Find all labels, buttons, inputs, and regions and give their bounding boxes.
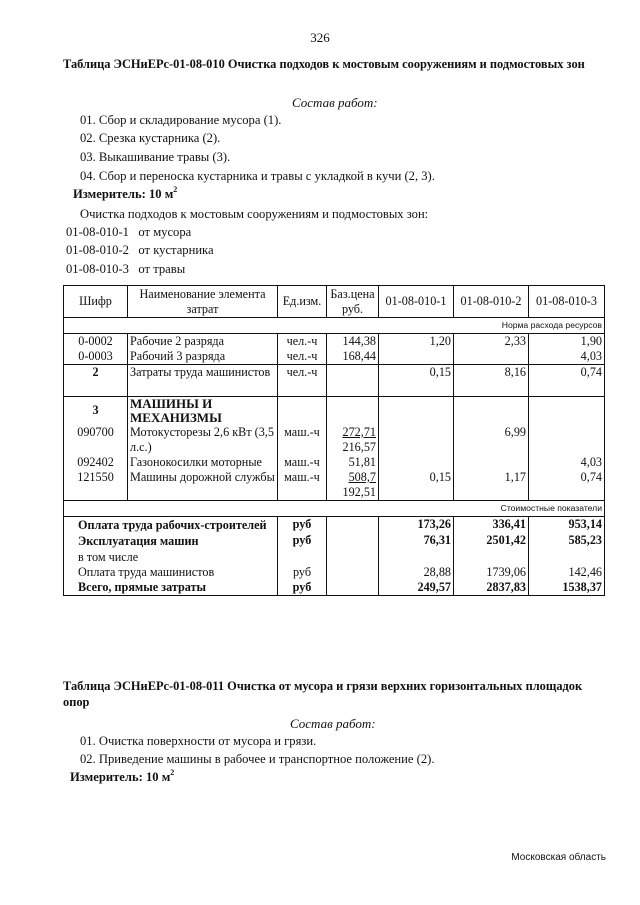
- cost-row: [64, 580, 605, 596]
- table1-title: Таблица ЭСНиЕРс-01-08-010 Очистка подходов к мостовым сооружениям и подмостовых зон: [63, 57, 585, 71]
- cell-name: Затраты труда машинистов: [128, 365, 278, 397]
- cell-v2: 6,99: [454, 425, 529, 455]
- cell-name: Газонокосилки моторные: [128, 455, 278, 470]
- cell-v3: 1,90: [529, 334, 605, 350]
- footer-region: Московская область: [511, 852, 606, 863]
- table2-work-1: 01. Очистка поверхности от мусора и грязи.: [80, 734, 317, 748]
- table2-work-2: 02. Приведение машины в рабочее и транспортное положение (2).: [80, 752, 435, 766]
- cell-v1: 0,15: [379, 365, 454, 397]
- cost-name: Эксплуатация машин в том числе: [64, 533, 278, 565]
- cell-unit: маш.-ч: [278, 455, 327, 470]
- cost-v3: 585,23: [529, 533, 605, 565]
- section-cost-row: [64, 501, 605, 517]
- code-row-1: 01-08-010-1 от мусора: [66, 225, 192, 239]
- cell-unit: маш.-ч: [278, 425, 327, 455]
- cost-v2: 2837,83: [454, 580, 529, 596]
- code-row-3: 01-08-010-3 от травы: [66, 262, 186, 276]
- cell-v1: [379, 425, 454, 455]
- cost-v3: 1538,37: [529, 580, 605, 596]
- table1-work-1: 01. Сбор и складирование мусора (1).: [80, 113, 282, 127]
- cell-v2: [454, 455, 529, 470]
- cell-unit: чел.-ч: [278, 349, 327, 365]
- cost-unit: руб: [278, 517, 327, 534]
- cost-v1: 249,57: [379, 580, 454, 596]
- header-unit: Ед.изм.: [278, 286, 327, 318]
- cell-price: 508,7 192,51: [327, 470, 379, 501]
- cost-unit: руб: [278, 580, 327, 596]
- header-col2: 01-08-010-2: [454, 286, 529, 318]
- table-row: [64, 470, 605, 501]
- section-norm-row: [64, 318, 605, 334]
- cell-cipher: 0-0003: [64, 349, 128, 365]
- table-row: [64, 365, 605, 397]
- cell-v3: [529, 425, 605, 455]
- cell-name: Машины дорожной службы: [128, 470, 278, 501]
- cell-cipher: 121550: [64, 470, 128, 501]
- header-cipher: Шифр: [64, 286, 128, 318]
- cell-price: 168,44: [327, 349, 379, 365]
- cost-row: [64, 533, 605, 565]
- cell-name: МАШИНЫ И МЕХАНИЗМЫ: [128, 397, 278, 426]
- cost-v2: 336,41: [454, 517, 529, 534]
- cost-v1: 173,26: [379, 517, 454, 534]
- cell-v2: [454, 349, 529, 365]
- cost-v2: 1739,06: [454, 565, 529, 580]
- cell-v2: 8,16: [454, 365, 529, 397]
- header-base-price: Баз.цена руб.: [327, 286, 379, 318]
- cell-v1: [379, 349, 454, 365]
- header-name: Наименование элемента затрат: [128, 286, 278, 318]
- table1-composition-heading: Состав работ:: [292, 95, 378, 110]
- cost-name: Всего, прямые затраты: [64, 580, 278, 596]
- table-row: [64, 455, 605, 470]
- cell-v3: 4,03: [529, 455, 605, 470]
- table-row: [64, 397, 605, 426]
- cost-v1: 76,31: [379, 533, 454, 565]
- cell-v3: 0,74: [529, 470, 605, 501]
- cell-v1: 1,20: [379, 334, 454, 350]
- table1-meter: Измеритель: 10 $м^2$: [73, 185, 178, 201]
- cell-price: 144,38: [327, 334, 379, 350]
- cost-unit: руб: [278, 565, 327, 580]
- cell-cipher: 2: [64, 365, 128, 397]
- section-norm-label: Норма расхода ресурсов: [64, 318, 605, 334]
- cost-name: Оплата труда рабочих-строителей: [64, 517, 278, 534]
- cell-price: [327, 365, 379, 397]
- cell-v2: 1,17: [454, 470, 529, 501]
- table-row: [64, 425, 605, 455]
- cost-unit: руб: [278, 533, 327, 565]
- cost-v3: 142,46: [529, 565, 605, 580]
- resource-table: [63, 285, 605, 596]
- code-row-2: 01-08-010-2 от кустарника: [66, 243, 214, 257]
- cell-price: 272,71 216,57: [327, 425, 379, 455]
- cell-v3: 0,74: [529, 365, 605, 397]
- cell-v1: 0,15: [379, 470, 454, 501]
- cell-unit: маш.-ч: [278, 470, 327, 501]
- cell-unit: чел.-ч: [278, 334, 327, 350]
- cell-cipher: 090700: [64, 425, 128, 455]
- table2-meter: Измеритель: 10 $м^2$: [70, 768, 175, 784]
- table2-composition-heading: Состав работ:: [290, 716, 376, 731]
- header-col3: 01-08-010-3: [529, 286, 605, 318]
- cell-cipher: 092402: [64, 455, 128, 470]
- table-row: [64, 334, 605, 350]
- table1-work-2: 02. Срезка кустарника (2).: [80, 131, 221, 145]
- cell-name: Рабочий 3 разряда: [128, 349, 278, 365]
- cell-cipher: 3: [64, 397, 128, 426]
- cell-v2: 2,33: [454, 334, 529, 350]
- cost-v2: 2501,42: [454, 533, 529, 565]
- cost-name: Оплата труда машинистов: [64, 565, 278, 580]
- cell-v3: 4,03: [529, 349, 605, 365]
- cost-row: [64, 565, 605, 580]
- page-number: 326: [310, 30, 330, 45]
- section-cost-label: Стоимостные показатели: [64, 501, 605, 517]
- table1-work-4: 04. Сбор и переноска кустарника и травы с укладкой в кучи (2, 3).: [80, 169, 435, 183]
- cell-cipher: 0-0002: [64, 334, 128, 350]
- table2-title: Таблица ЭСНиЕРс-01-08-011 Очистка от мусора и грязи верхних горизонтальных площадок опор: [63, 679, 583, 709]
- cost-row: [64, 517, 605, 534]
- table1-description: Очистка подходов к мостовым сооружениям и подмостовых зон:: [80, 207, 429, 221]
- cell-name: Рабочие 2 разряда: [128, 334, 278, 350]
- cell-v1: [379, 455, 454, 470]
- cell-name: Мотокусторезы 2,6 кВт (3,5 л.с.): [128, 425, 278, 455]
- table1-work-3: 03. Выкашивание травы (3).: [80, 150, 231, 164]
- header-col1: 01-08-010-1: [379, 286, 454, 318]
- cell-price: 51,81: [327, 455, 379, 470]
- cell-unit: чел.-ч: [278, 365, 327, 397]
- table-row: [64, 349, 605, 365]
- cost-v3: 953,14: [529, 517, 605, 534]
- cost-v1: 28,88: [379, 565, 454, 580]
- table-header-row: [64, 286, 605, 318]
